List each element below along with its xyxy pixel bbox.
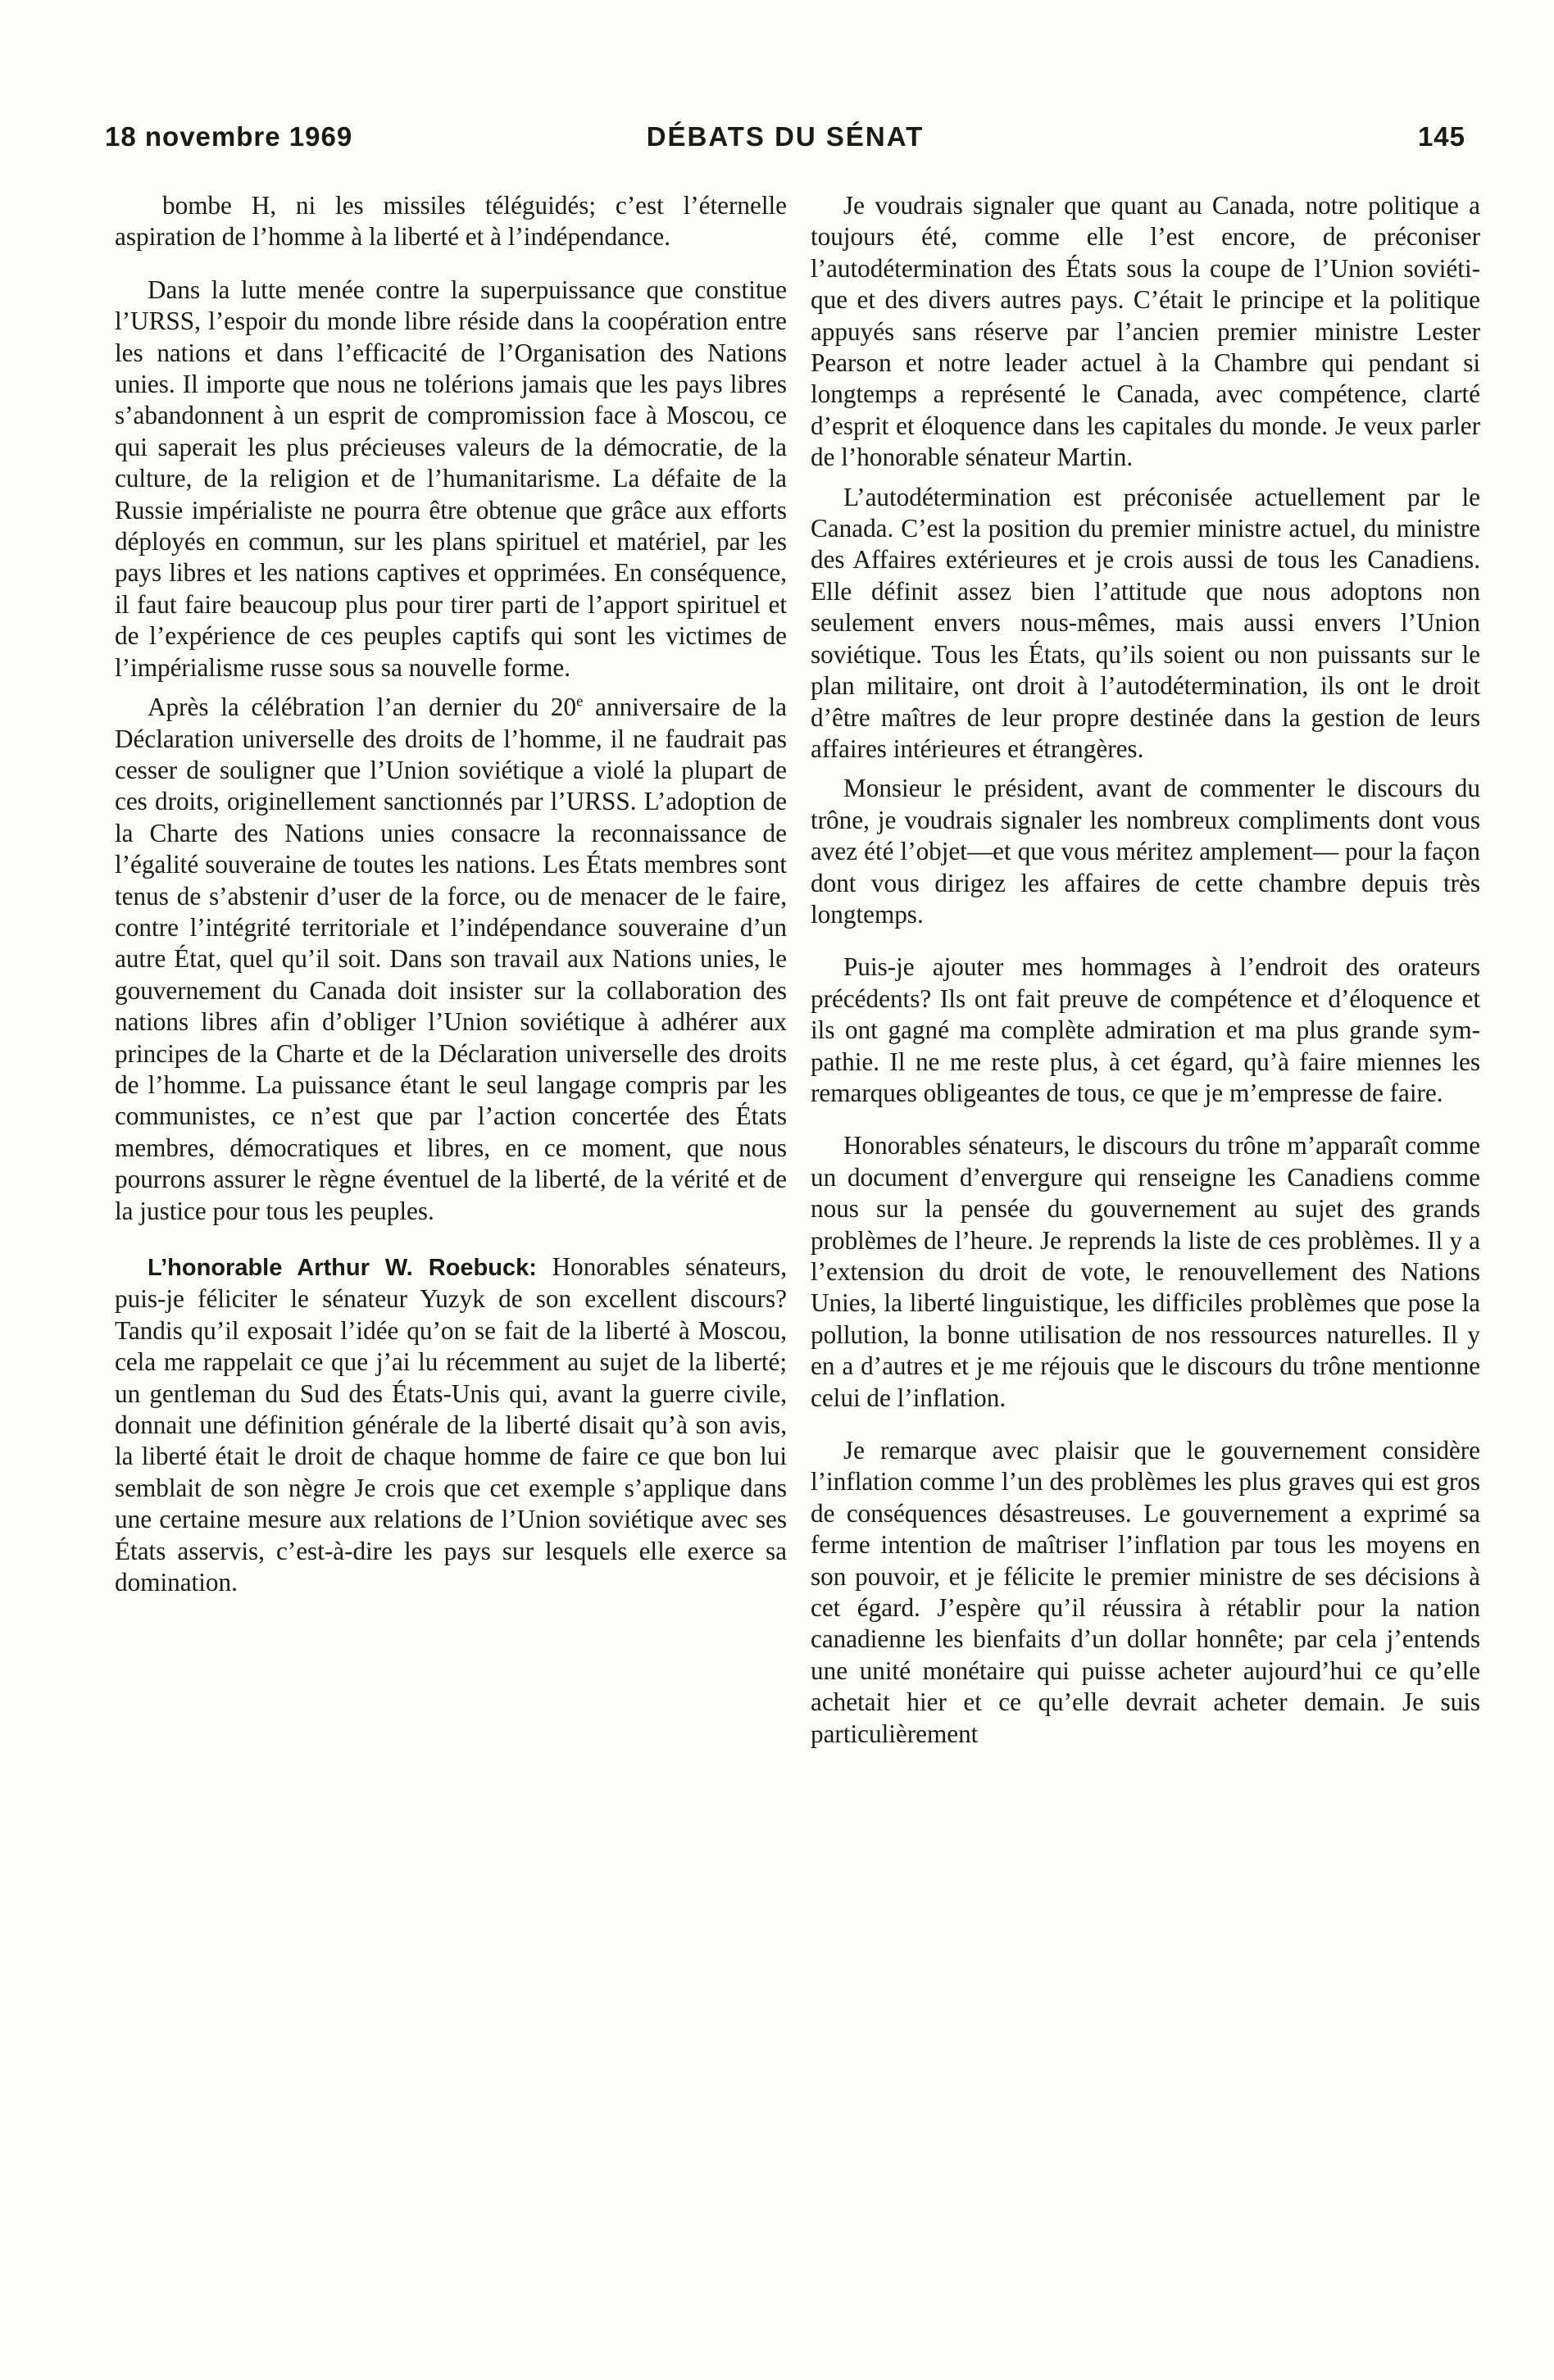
superscript: e bbox=[576, 693, 584, 711]
page-header bbox=[105, 121, 1465, 154]
paragraph-text: Après la célébration l’an dernier du 20 bbox=[148, 693, 577, 722]
speech-paragraph bbox=[115, 1251, 787, 1598]
paragraph: L’autodétermination est préconisée actuellement par le Canada. C’est la position du premier ministre actuel, du ministre des Affaires extérieures et je crois aussi de tous les Canadiens. Elle définit assez bien l’attitude que nous adoptons non seulement envers nous-mêmes, mais aussi envers l’Union soviétique. Tous les États, qu’ils soient ou non puissants sur le plan militaire, ont droit à l’autodétermination, ils ont le droit d’être maîtres de leur propre destinée dans la gestion de leurs affaires intérieures et étrangères. bbox=[811, 482, 1480, 763]
page-number: 145 bbox=[1417, 121, 1465, 152]
speaker-name: L’honorable Arthur W. Roebuck: bbox=[148, 1255, 537, 1281]
right-column bbox=[811, 190, 1480, 1750]
header-date: 18 novembre 1969 bbox=[105, 121, 353, 152]
paragraph: Puis-je ajouter mes hommages à l’endroit des orateurs précédents? Ils ont fait preuve de compétence et d’éloquence et ils ont gagné ma complète admiration et ma plus grande sympathie. Il ne me reste plus, à cet égard, qu’à faire miennes les remarques obligeantes de tous, ce que je m’empresse de faire. bbox=[811, 952, 1480, 1107]
paragraph: Honorables sénateurs, le discours du trône m’apparaît comme un document d’envergure qui renseigne les Canadiens comme nous sur la pensée du gouvernement au sujet des grands problèmes de l’heure. Je reprends la liste de ces problèmes. Il y a l’extension du droit de vote, le renouvellement des Nations Unies, la liberté linguistique, les difficiles problèmes que pose la pollution, la bonne utilisation de nos ressources naturelles. Il y en a d’autres et je me réjouis que le discours du trône mentionne celui de l’inflation. bbox=[811, 1131, 1480, 1412]
header-title: DÉBATS DU SÉNAT bbox=[646, 121, 925, 152]
paragraph bbox=[115, 692, 787, 1227]
paragraph: Monsieur le président, avant de commenter le discours du trône, je voudrais signaler les nombreux compliments dont vous avez été l’objet—et que vous méritez amplement— pour la façon dont vous dirigez les affaires de cette chambre depuis très longtemps. bbox=[811, 774, 1480, 929]
speech-text: Honorables sénateurs, puis-je féliciter le sénateur Yuzyk de son excellent discours? Tandis qu’il exposait l’idée qu’on se fait de la liberté à Moscou, cela me rappelait ce que j’ai lu récemment au sujet de la liberté; un gentleman du Sud des États-Unis qui, avant la guerre civile, donnait une définition générale de la liberté disait qu’à son avis, la liberté était le droit de chaque homme de faire ce que bon lui semblait de son nègre Je crois que cet exemple s’applique dans une certaine mesure aux relations de l’Union soviétique avec ses États asservis, c’est-à-dire les pays sur lesquels elle exerce sa domination. bbox=[115, 1252, 787, 1597]
paragraph: Je remarque avec plaisir que le gouvernement considère l’inflation comme l’un des problèmes les plus graves qui est gros de conséquences désastreuses. Le gouvernement a exprimé sa ferme intention de maîtriser l’inflation par tous les moyens en son pouvoir, et je félicite le premier ministre de ses décisions à cet égard. J’espère qu’il réussira à rétablir pour la nation canadienne les bienfaits d’un dollar honnête; par cela j’entends une unité monétaire qui puisse acheter aujourd’hui ce qu’elle achetait hier et ce qu’elle devrait acheter demain. Je suis particulièrement bbox=[811, 1436, 1480, 1748]
left-column bbox=[115, 190, 787, 1598]
paragraph: Dans la lutte menée contre la superpuissance que constitue l’URSS, l’espoir du monde libre réside dans la coopération entre les nations et dans l’efficacité de l’Organisation des Nations unies. Il importe que nous ne tolérions jamais que les pays libres s’abandonnent à un esprit de compromission face à Moscou, ce qui saperait les plus précieuses valeurs de la démocratie, de la culture, de la religion et de l’humanitarisme. La défaite de la Russie impérialiste ne pourra être obtenue que grâce aux efforts déployés en commun, sur les plans spirituel et matériel, par les pays libres et les nations captives et opprimées. En conséquence, il faut faire beaucoup plus pour tirer parti de l’apport spirituel et de l’expérience de ces peuples captifs qui sont les victimes de l’impérialisme russe sous sa nouvelle forme. bbox=[115, 275, 787, 682]
paragraph-text: anniversaire de la Déclaration universelle des droits de l’homme, il ne faudrait pas cesser de souligner que l’Union soviétique a violé la plupart de ces droits, originellement sanctionnés par l’URSS. L’adoption de la Charte des Nations unies consacre la reconnaissance de l’égalité souveraine de toutes les nations. Les États membres sont tenus de s’abstenir d’user de la force, ou de menacer de le faire, contre l’intégrité territoriale et l’indépendance souveraine d’un autre État, quel qu’il soit. Dans son travail aux Nations unies, le gouvernement du Canada doit insister sur la collaboration des nations libres afin d’obliger l’Union soviétique à adhérer aux principes de la Charte et de la Déclaration universelle des droits de l’homme. La puissance étant le seul langage compris par les communistes, ce n’est que par l’action concertée des États membres, démocratiques et libres, en ce moment, que nous pourrons assurer le règne éventuel de la liberté, de la vérité et de la justice pour tous les peuples. bbox=[115, 693, 787, 1225]
paragraph: Je voudrais signaler que quant au Canada, notre politique a toujours été, comme elle l’est encore, de préconiser l’autodétermination des États sous la coupe de l’Union soviétique et des divers autres pays. C’était le principe et la politique appuyés sans réserve par l’ancien premier ministre Lester Pearson et notre leader actuel à la Chambre qui pendant si longtemps a représenté le Canada, avec compétence, clarté d’esprit et éloquence dans les capitales du monde. Je veux parler de l’honorable sénateur Martin. bbox=[811, 191, 1480, 472]
paragraph: bombe H, ni les missiles téléguidés; c’est l’éternelle aspiration de l’homme à la liberté et à l’indépendance. bbox=[115, 191, 787, 252]
